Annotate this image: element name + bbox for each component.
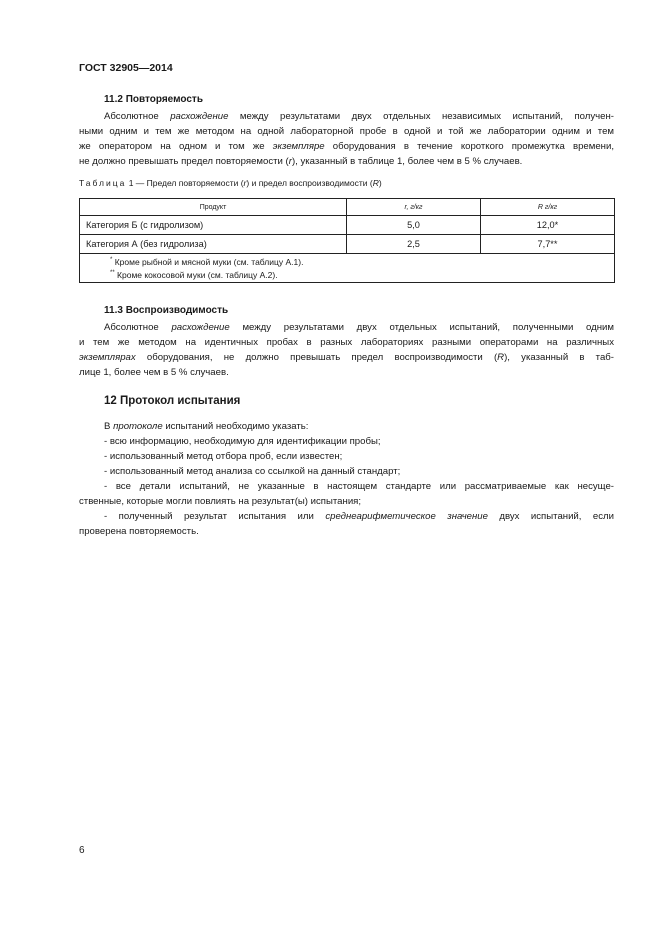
section-11-3-title: 11.3 Воспроизводимость [104, 305, 229, 316]
paragraph-line: Абсолютное расхождение между результатами двух отдельных испытаний, полученными одним [104, 322, 614, 333]
list-item: - использованный метод анализа со ссылкой на данный стандарт; [104, 466, 401, 477]
list-item: - использованный метод отбора проб, если известен; [104, 451, 343, 462]
paragraph-line: не должно превышать предел повторяемости (r), указанный в таблице 1, более чем в 5 % случаев. [79, 156, 523, 167]
cell-r: 2,5 [347, 235, 481, 254]
section-11-2-title: 11.2 Повторяемость [104, 94, 203, 105]
paragraph-line: экземплярах оборудования, не должно превышать предел воспроизводимости (R), указанный в таб- [79, 352, 614, 363]
paragraph-line: и тем же методом на идентичных пробах в разных лабораториях разными операторами на различных [79, 337, 614, 348]
list-item: - все детали испытаний, не указанные в настоящем стандарте или рассматриваемые как несуще- [104, 481, 614, 492]
section-11-2-paragraph [79, 109, 614, 169]
table-footnote-row [80, 254, 615, 283]
table-row [80, 216, 615, 235]
paragraph-line: же оператором на одном и том же экземпляре оборудования в течение короткого промежутка времени, [79, 141, 614, 152]
cell-product: Категория Б (с гидролизом) [80, 216, 347, 235]
list-item-continuation: ственные, которые могли повлиять на результат(ы) испытания; [79, 496, 362, 507]
list-item: - полученный результат испытания или среднеарифметическое значение двух испытаний, если [104, 511, 614, 522]
section-11-3-paragraph [79, 320, 614, 380]
cell-product: Категория А (без гидролиза) [80, 235, 347, 254]
table-row [80, 235, 615, 254]
table-footnotes [80, 254, 615, 283]
table-header-row [80, 199, 615, 216]
list-item-continuation: проверена повторяемость. [79, 526, 199, 537]
document-header-code: ГОСТ 32905—2014 [79, 62, 173, 74]
cell-r: 5,0 [347, 216, 481, 235]
section-12-title: 12 Протокол испытания [104, 395, 241, 407]
header-R: R г/кг [481, 199, 615, 216]
table-1-caption: Таблица 1 — Предел повторяемости (r) и предел воспроизводимости (R) [79, 178, 382, 188]
cell-R: 12,0* [481, 216, 615, 235]
header-r: r, г/кг [347, 199, 481, 216]
page-number: 6 [79, 845, 85, 856]
footnote-2: ** Кроме кокосовой муки (см. таблицу А.2). [110, 269, 278, 280]
footnote-1: * Кроме рыбной и мясной муки (см. таблицу А.1). [110, 257, 304, 267]
header-product: Продукт [80, 199, 347, 216]
paragraph-line: Абсолютное расхождение между результатами двух отдельных независимых испытаний, получен- [104, 111, 614, 122]
section-12-list [79, 419, 614, 539]
list-item: - всю информацию, необходимую для идентификации пробы; [104, 436, 381, 447]
cell-R: 7,7** [481, 235, 615, 254]
list-intro: В протоколе испытаний необходимо указать: [104, 421, 309, 432]
paragraph-line: ными одним и тем же методом на одной лабораторной пробе в одной и той же лаборатории одним и тем [79, 126, 614, 137]
paragraph-line: лице 1, более чем в 5 % случаев. [79, 367, 229, 378]
table-1 [79, 198, 615, 283]
